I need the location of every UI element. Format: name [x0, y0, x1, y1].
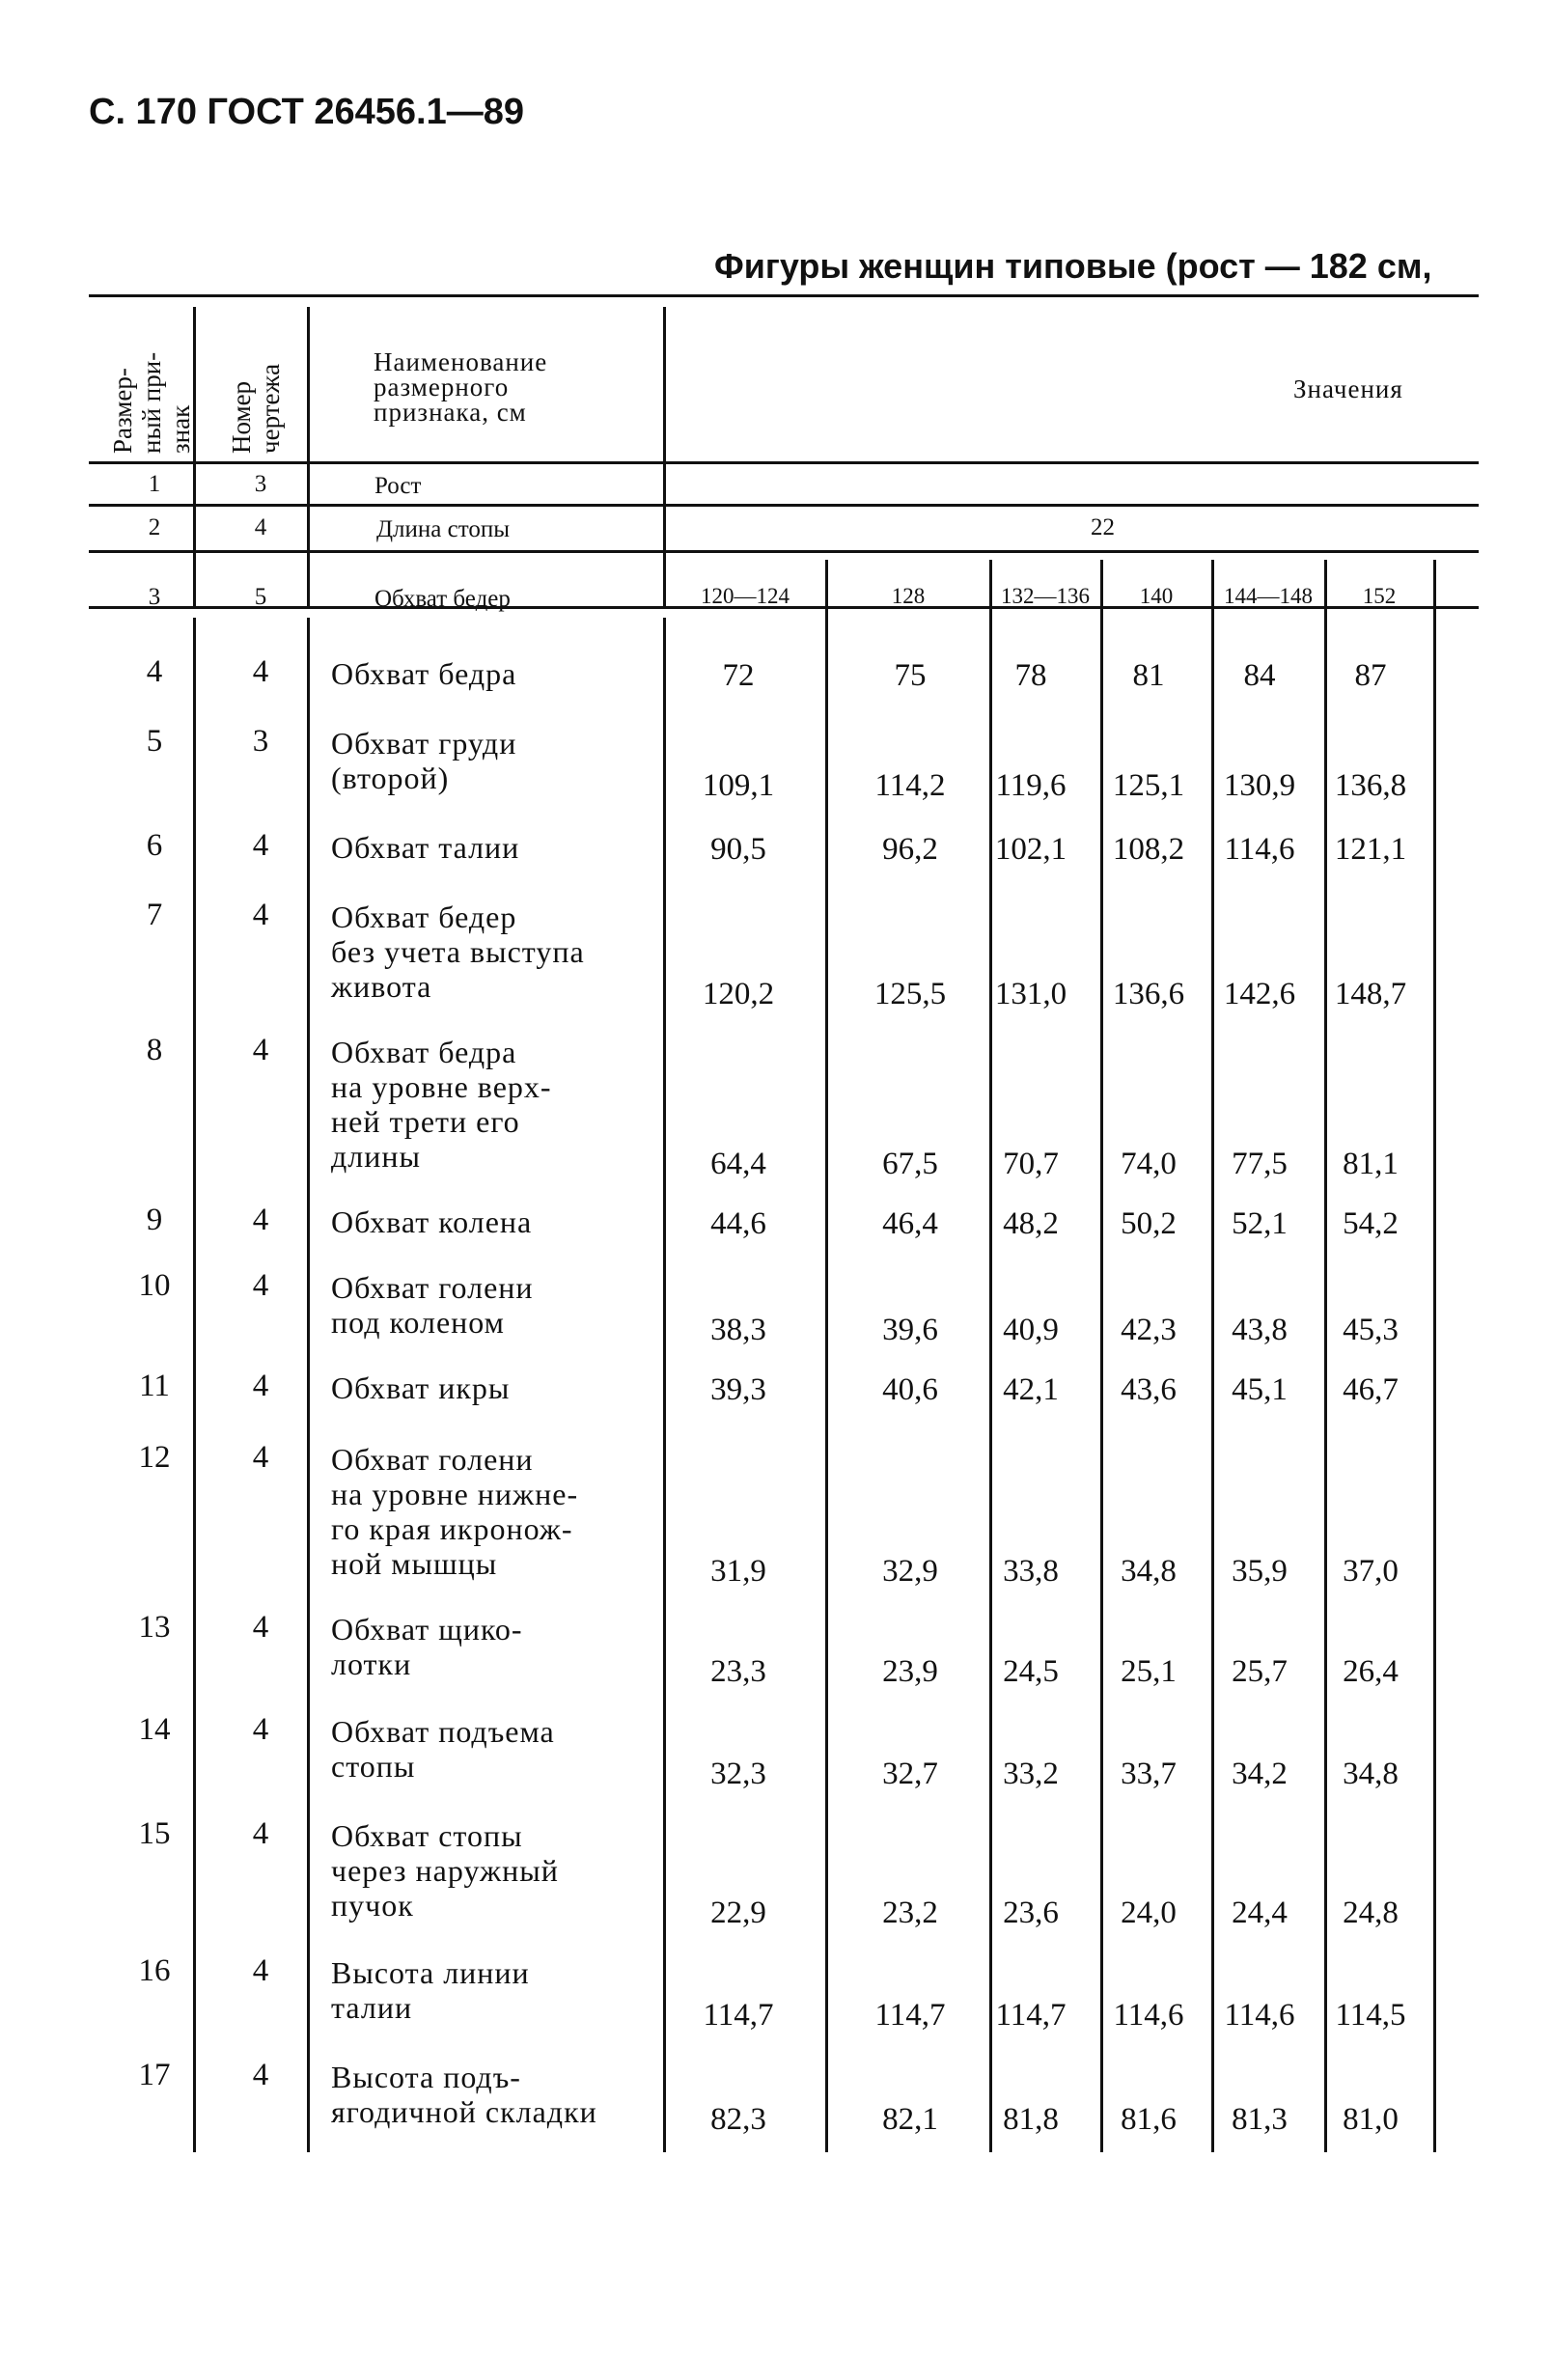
row-7-value-3: 131,0: [994, 977, 1067, 1011]
col-divider-3: [663, 307, 666, 608]
row-8-name: Обхват бедра на уровне верх- ней трети его длины: [331, 1035, 552, 1174]
table-top-rule: [89, 294, 1479, 297]
row-4-value-6: 87: [1354, 658, 1387, 693]
row-7-value-1: 120,2: [702, 977, 775, 1011]
row-13-value-2: 23,9: [882, 1654, 938, 1689]
row-7-value-5: 142,6: [1223, 977, 1296, 1011]
row-17-value-4: 81,6: [1121, 2102, 1177, 2137]
row-5-value-1: 109,1: [702, 768, 775, 803]
row-17-value-3: 81,8: [1003, 2102, 1059, 2137]
row-13-id: 13: [138, 1610, 171, 1645]
row-14-value-4: 33,7: [1121, 1757, 1177, 1791]
row-7-id: 7: [146, 898, 163, 932]
header-bottom-rule: [89, 461, 1479, 464]
row-15-drawing: 4: [252, 1816, 269, 1851]
row-9-value-3: 48,2: [1003, 1206, 1059, 1241]
row-10-name: Обхват голени под коленом: [331, 1270, 534, 1340]
row-11-name: Обхват икры: [331, 1370, 511, 1405]
row-7-value-4: 136,6: [1112, 977, 1185, 1011]
row-12-drawing: 4: [252, 1440, 269, 1475]
row-6-value-2: 96,2: [882, 832, 938, 867]
row-15-value-6: 24,8: [1343, 1896, 1399, 1930]
row-11-value-3: 42,1: [1003, 1372, 1059, 1407]
row-15-value-5: 24,4: [1232, 1896, 1288, 1930]
row-12-value-5: 35,9: [1232, 1554, 1288, 1589]
header-name: Наименование размерного признака, см: [374, 347, 548, 427]
row-4-value-3: 78: [1014, 658, 1047, 693]
row-16-value-2: 114,7: [874, 1998, 946, 2033]
row-4-name: Обхват бедра: [331, 656, 517, 691]
row-11-value-5: 45,1: [1232, 1372, 1288, 1407]
row-10-id: 10: [138, 1268, 171, 1303]
row-10-value-2: 39,6: [882, 1313, 938, 1347]
row-6-id: 6: [146, 828, 163, 863]
row-8-value-4: 74,0: [1121, 1147, 1177, 1181]
row-13-value-1: 23,3: [710, 1654, 766, 1689]
row-12-value-6: 37,0: [1343, 1554, 1399, 1589]
row-2-id: 2: [148, 514, 161, 540]
row-8-value-5: 77,5: [1232, 1147, 1288, 1181]
value-col-divider-6: [1433, 560, 1436, 2152]
row-5-drawing: 3: [252, 724, 269, 759]
row-16-value-1: 114,7: [703, 1998, 774, 2033]
row-16-drawing: 4: [252, 1953, 269, 1988]
row-5-value-4: 125,1: [1112, 768, 1185, 803]
row-10-value-6: 45,3: [1343, 1313, 1399, 1347]
row-2-rule: [89, 550, 1479, 553]
row-12-value-3: 33,8: [1003, 1554, 1059, 1589]
row-16-value-4: 114,6: [1113, 1998, 1184, 2033]
row-11-value-4: 43,6: [1121, 1372, 1177, 1407]
row-8-value-3: 70,7: [1003, 1147, 1059, 1181]
row-1-rule: [89, 504, 1479, 507]
row-4-id: 4: [146, 654, 163, 689]
row-9-drawing: 4: [252, 1203, 269, 1237]
row-15-value-4: 24,0: [1121, 1896, 1177, 1930]
row-4-value-4: 81: [1132, 658, 1165, 693]
row-17-drawing: 4: [252, 2058, 269, 2092]
row-15-id: 15: [138, 1816, 171, 1851]
col-divider-2: [307, 307, 310, 608]
row-5-value-5: 130,9: [1223, 768, 1296, 803]
row-6-name: Обхват талии: [331, 830, 520, 865]
row-13-value-5: 25,7: [1232, 1654, 1288, 1689]
row-13-value-4: 25,1: [1121, 1654, 1177, 1689]
hip-range-4: 140: [1139, 584, 1174, 608]
row-11-value-6: 46,7: [1343, 1372, 1399, 1407]
row-16-value-3: 114,7: [995, 1998, 1067, 2033]
row-11-value-2: 40,6: [882, 1372, 938, 1407]
row-17-name: Высота подъ- ягодичной складки: [331, 2060, 597, 2129]
row-14-value-6: 34,8: [1343, 1757, 1399, 1791]
row-15-value-3: 23,6: [1003, 1896, 1059, 1930]
row-8-value-6: 81,1: [1343, 1147, 1399, 1181]
row-12-id: 12: [138, 1440, 171, 1475]
row-13-value-3: 24,5: [1003, 1654, 1059, 1689]
row-10-value-5: 43,8: [1232, 1313, 1288, 1347]
row-5-name: Обхват груди (второй): [331, 726, 517, 795]
row-14-drawing: 4: [252, 1712, 269, 1747]
row-3-id: 3: [148, 584, 161, 610]
row-15-value-1: 22,9: [710, 1896, 766, 1930]
hip-range-5: 144—148: [1224, 584, 1313, 608]
row-5-id: 5: [146, 724, 163, 759]
row-9-name: Обхват колена: [331, 1204, 533, 1239]
row-9-value-6: 54,2: [1343, 1206, 1399, 1241]
row-14-value-5: 34,2: [1232, 1757, 1288, 1791]
hip-range-3: 132—136: [1001, 584, 1090, 608]
row-3-name: Обхват бедер: [374, 586, 511, 612]
row-12-name: Обхват голени на уровне нижне- го края икронож- ной мышцы: [331, 1442, 579, 1581]
row-1-drawing: 3: [254, 471, 267, 497]
hip-range-1: 120—124: [701, 584, 790, 608]
row-13-value-6: 26,4: [1343, 1654, 1399, 1689]
header-drawing-number: Номер чертежа: [227, 363, 285, 454]
body-col-divider-3: [663, 618, 666, 2152]
row-1-id: 1: [148, 471, 161, 497]
page-reference: С. 170 ГОСТ 26456.1—89: [89, 92, 525, 132]
row-14-id: 14: [138, 1712, 171, 1747]
row-14-value-3: 33,2: [1003, 1757, 1059, 1791]
row-15-name: Обхват стопы через наружный пучок: [331, 1818, 559, 1923]
row-9-value-2: 46,4: [882, 1206, 938, 1241]
row-9-value-1: 44,6: [710, 1206, 766, 1241]
row-5-value-6: 136,8: [1334, 768, 1407, 803]
row-17-value-5: 81,3: [1232, 2102, 1288, 2137]
table-caption: Фигуры женщин типовые (рост — 182 см,: [714, 246, 1432, 286]
row-11-id: 11: [139, 1369, 170, 1403]
header-size-feature: Размер- ный при- знак: [108, 351, 195, 454]
row-2-value: 22: [1091, 514, 1115, 540]
row-14-value-1: 32,3: [710, 1757, 766, 1791]
row-4-value-1: 72: [722, 658, 755, 693]
row-9-value-4: 50,2: [1121, 1206, 1177, 1241]
row-6-value-5: 114,6: [1224, 832, 1295, 867]
row-10-value-1: 38,3: [710, 1313, 766, 1347]
row-6-value-3: 102,1: [994, 832, 1067, 867]
row-8-value-2: 67,5: [882, 1147, 938, 1181]
row-8-id: 8: [146, 1033, 163, 1067]
row-6-value-1: 90,5: [710, 832, 766, 867]
row-14-name: Обхват подъема стопы: [331, 1714, 555, 1784]
row-12-value-1: 31,9: [710, 1554, 766, 1589]
row-16-value-5: 114,6: [1224, 1998, 1295, 2033]
row-5-value-2: 114,2: [874, 768, 946, 803]
row-13-drawing: 4: [252, 1610, 269, 1645]
row-12-value-4: 34,8: [1121, 1554, 1177, 1589]
header-values: Значения: [1293, 374, 1403, 403]
row-16-name: Высота линии талии: [331, 1955, 530, 2025]
row-11-value-1: 39,3: [710, 1372, 766, 1407]
row-6-drawing: 4: [252, 828, 269, 863]
row-10-value-3: 40,9: [1003, 1313, 1059, 1347]
row-6-value-6: 121,1: [1334, 832, 1407, 867]
row-16-id: 16: [138, 1953, 171, 1988]
row-17-value-6: 81,0: [1343, 2102, 1399, 2137]
row-12-value-2: 32,9: [882, 1554, 938, 1589]
row-5-value-3: 119,6: [995, 768, 1067, 803]
row-8-drawing: 4: [252, 1033, 269, 1067]
row-2-drawing: 4: [254, 514, 267, 540]
value-col-divider-1: [825, 560, 828, 2152]
row-11-drawing: 4: [252, 1369, 269, 1403]
row-2-name: Длина стопы: [376, 516, 511, 542]
row-1-name: Рост: [374, 473, 422, 499]
row-9-value-5: 52,1: [1232, 1206, 1288, 1241]
row-7-value-2: 125,5: [873, 977, 947, 1011]
row-4-drawing: 4: [252, 654, 269, 689]
body-col-divider-2: [307, 618, 310, 2152]
row-7-name: Обхват бедер без учета выступа живота: [331, 899, 585, 1004]
row-9-id: 9: [146, 1203, 163, 1237]
body-col-divider-1: [193, 618, 196, 2152]
hip-range-2: 128: [891, 584, 926, 608]
row-4-value-2: 75: [894, 658, 927, 693]
hip-range-6: 152: [1362, 584, 1397, 608]
row-3-drawing: 5: [254, 584, 267, 610]
row-17-value-2: 82,1: [882, 2102, 938, 2137]
row-10-drawing: 4: [252, 1268, 269, 1303]
row-16-value-6: 114,5: [1335, 1998, 1406, 2033]
row-14-value-2: 32,7: [882, 1757, 938, 1791]
row-7-drawing: 4: [252, 898, 269, 932]
row-17-id: 17: [138, 2058, 171, 2092]
row-7-value-6: 148,7: [1334, 977, 1407, 1011]
row-6-value-4: 108,2: [1112, 832, 1185, 867]
row-10-value-4: 42,3: [1121, 1313, 1177, 1347]
row-13-name: Обхват щико- лотки: [331, 1612, 523, 1681]
row-15-value-2: 23,2: [882, 1896, 938, 1930]
row-8-value-1: 64,4: [710, 1147, 766, 1181]
row-4-value-5: 84: [1243, 658, 1276, 693]
row-17-value-1: 82,3: [710, 2102, 766, 2137]
